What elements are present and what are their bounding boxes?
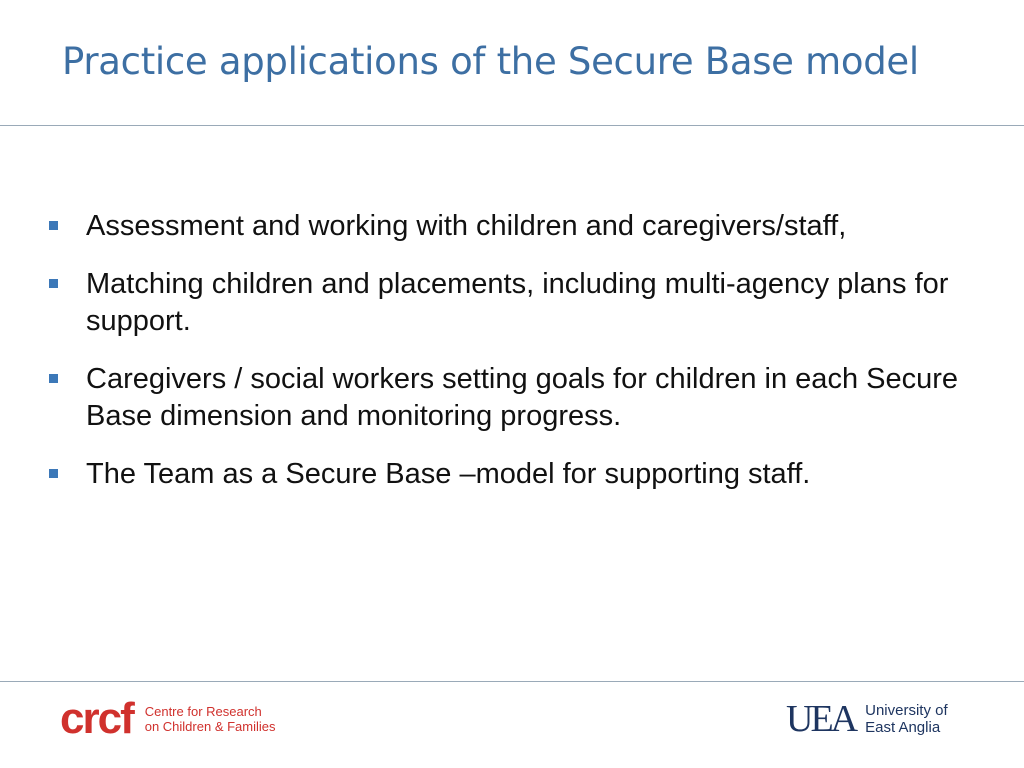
bullet-item — [44, 208, 984, 245]
square-bullet-icon — [49, 221, 58, 230]
crcf-line-1: Centre for Research — [144, 704, 262, 719]
slide-title: Practice applications of the Secure Base model — [62, 40, 919, 83]
crcf-logo-mark: crcf — [60, 694, 133, 743]
square-bullet-icon — [49, 469, 58, 478]
uea-line-1: University of — [865, 702, 948, 719]
bullet-item — [44, 361, 984, 435]
footer-divider — [0, 681, 1024, 682]
square-bullet-icon — [49, 374, 58, 383]
bullet-text: Caregivers / social workers setting goals for children in each Secure Base dimension and monitoring progress. — [86, 363, 959, 432]
bullet-text: Assessment and working with children and caregivers/staff, — [86, 210, 847, 242]
crcf-line-2: on Children & Families — [144, 719, 276, 734]
bullet-item — [44, 456, 984, 493]
bullet-list — [44, 208, 984, 514]
bullet-text: Matching children and placements, including multi-agency plans for support. — [86, 268, 949, 337]
bullet-text: The Team as a Secure Base –model for supporting staff. — [86, 458, 811, 490]
uea-logo — [786, 698, 948, 740]
uea-logo-mark: UEA — [786, 698, 856, 740]
uea-line-2: East Anglia — [865, 719, 941, 736]
uea-logo-text — [865, 702, 948, 736]
bullet-item — [44, 266, 984, 340]
crcf-logo-text — [145, 704, 276, 734]
crcf-logo — [60, 694, 276, 744]
square-bullet-icon — [49, 279, 58, 288]
title-divider — [0, 125, 1024, 126]
